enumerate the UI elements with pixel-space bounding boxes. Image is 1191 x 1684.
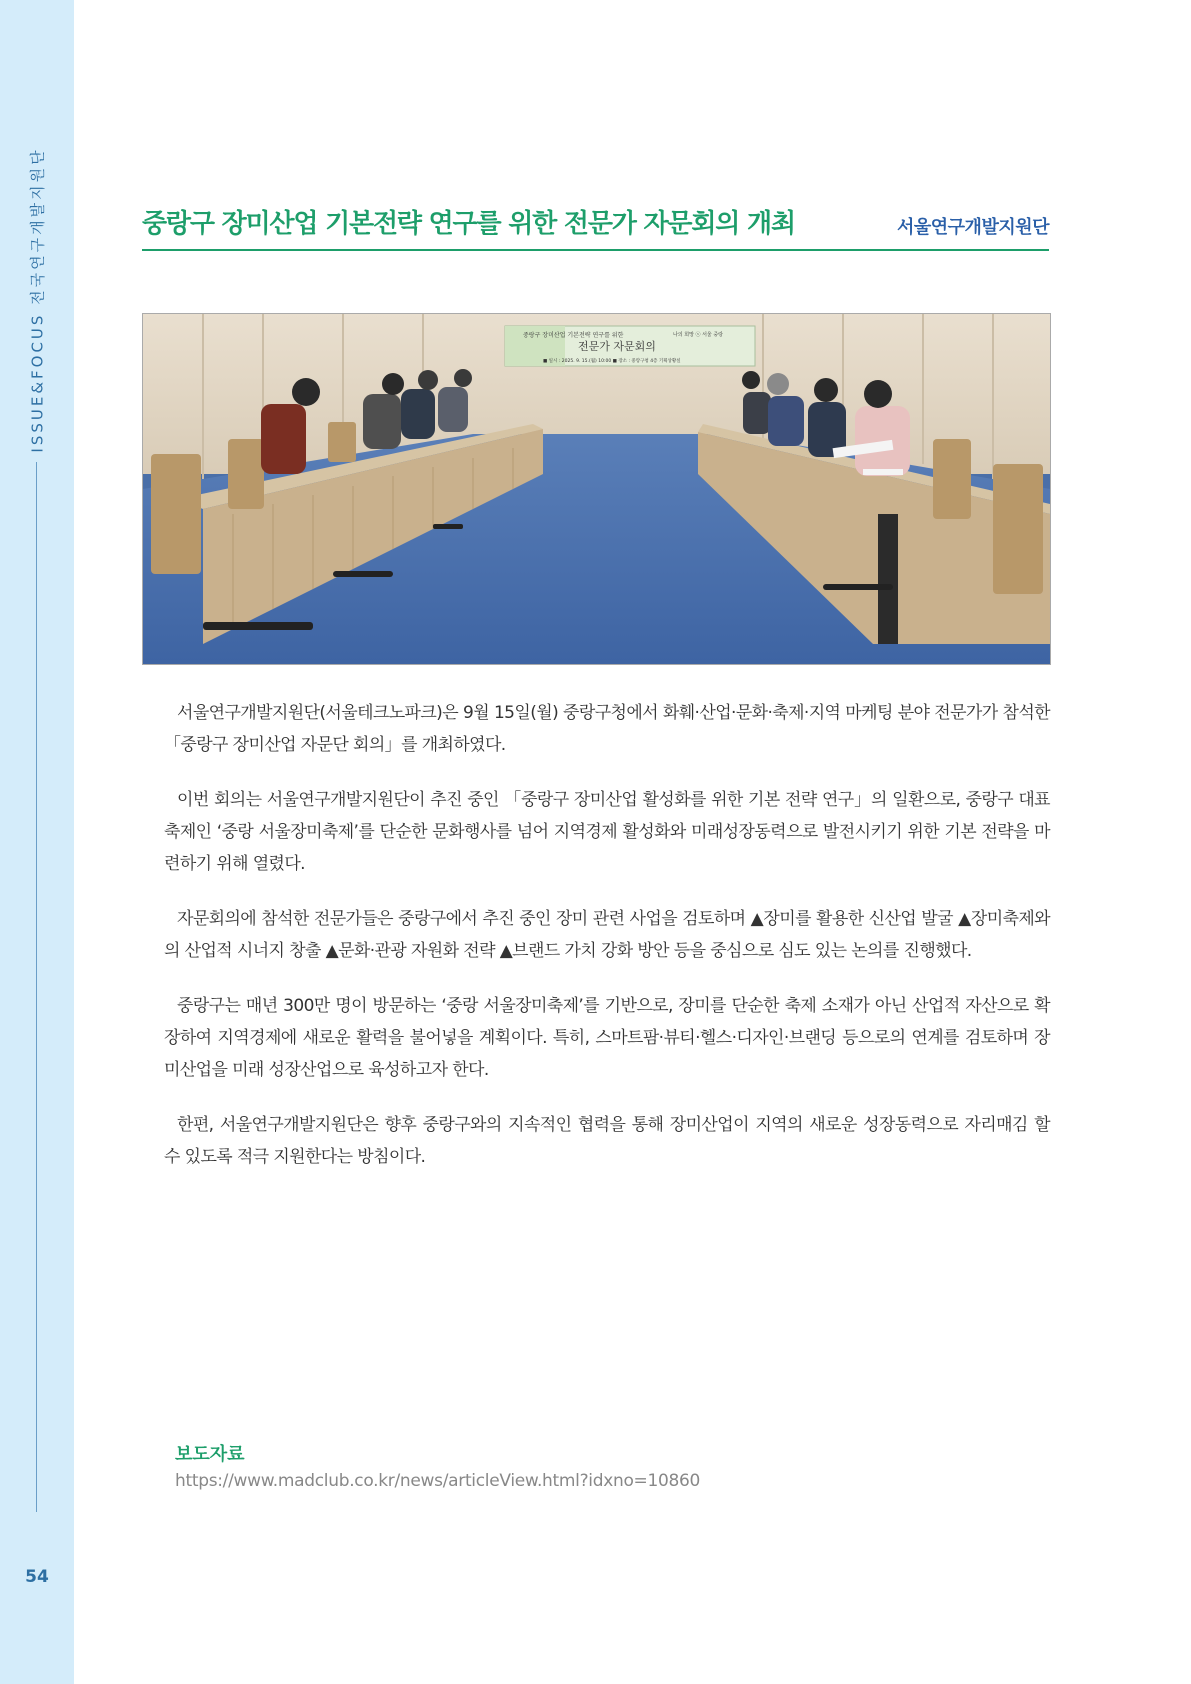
sidebar-strip <box>0 0 74 1684</box>
sidebar-label: ISSUE&FOCUS 전국연구개발지원단 <box>28 147 47 453</box>
banner-logo: 나의 희망 ⓢ 서울 중랑 <box>673 332 723 338</box>
page-number: 54 <box>25 1567 49 1587</box>
press-release-link[interactable]: https://www.madclub.co.kr/news/articleView.html?idxno=10860 <box>175 1471 701 1491</box>
banner-info: ■ 일시 : 2025. 9. 15.(월) 10:00 ■ 장소 : 중랑구청 4층 기획상황실 <box>543 359 681 364</box>
paragraph: 이번 회의는 서울연구개발지원단이 추진 중인 「중랑구 장미산업 활성화를 위한 기본 전략 연구」의 일환으로, 중랑구 대표 축제인 ‘중랑 서울장미축제’를 단순한 문화행사를 넘어 지역경제 활성화와 미래성장동력으로 발전시키기 위한 기본 전략을 마련하기 위해 열렸다. <box>164 790 1050 874</box>
organization-name: 서울연구개발지원단 <box>897 217 1049 238</box>
paragraph: 중랑구는 매년 300만 명이 방문하는 ‘중랑 서울장미축제’를 기반으로, 장미를 단순한 축제 소재가 아닌 산업적 자산으로 확장하여 지역경제에 새로운 활력을 불어넣을 계획이다. 특히, 스마트팜·뷰티·헬스·디자인·브랜딩 등으로의 연계를 검토하며 장미산업을 미래 성장산업으로 육성하고자 한다. <box>164 996 1050 1080</box>
press-release-label: 보도자료 <box>175 1444 245 1465</box>
paragraph: 서울연구개발지원단(서울테크노파크)은 9월 15일(월) 중랑구청에서 화훼·산업·문화·축제·지역 마케팅 분야 전문가가 참석한 「중랑구 장미산업 자문단 회의」를 개최하였다. <box>164 703 1050 755</box>
paragraph: 자문회의에 참석한 전문가들은 중랑구에서 추진 중인 장미 관련 사업을 검토하며 ▲장미를 활용한 신산업 발굴 ▲장미축제와의 산업적 시너지 창출 ▲문화·관광 자원화 전략 ▲브랜드 가치 강화 방안 등을 중심으로 심도 있는 논의를 진행했다. <box>164 909 1050 961</box>
paragraph: 한편, 서울연구개발지원단은 향후 중랑구와의 지속적인 협력을 통해 장미산업이 지역의 새로운 성장동력으로 자리매김 할 수 있도록 적극 지원한다는 방침이다. <box>164 1115 1050 1167</box>
sidebar-divider <box>36 462 37 1512</box>
article-title: 중랑구 장미산업 기본전략 연구를 위한 전문가 자문회의 개최 <box>142 209 795 239</box>
title-divider <box>142 249 1049 251</box>
banner-title: 전문가 자문회의 <box>578 340 656 353</box>
meeting-photo <box>142 313 1051 665</box>
article-body <box>164 697 1050 1196</box>
banner-subtitle: 중랑구 장미산업 기본전략 연구를 위한 <box>523 332 624 339</box>
meeting-photo-illustration <box>143 314 1050 664</box>
